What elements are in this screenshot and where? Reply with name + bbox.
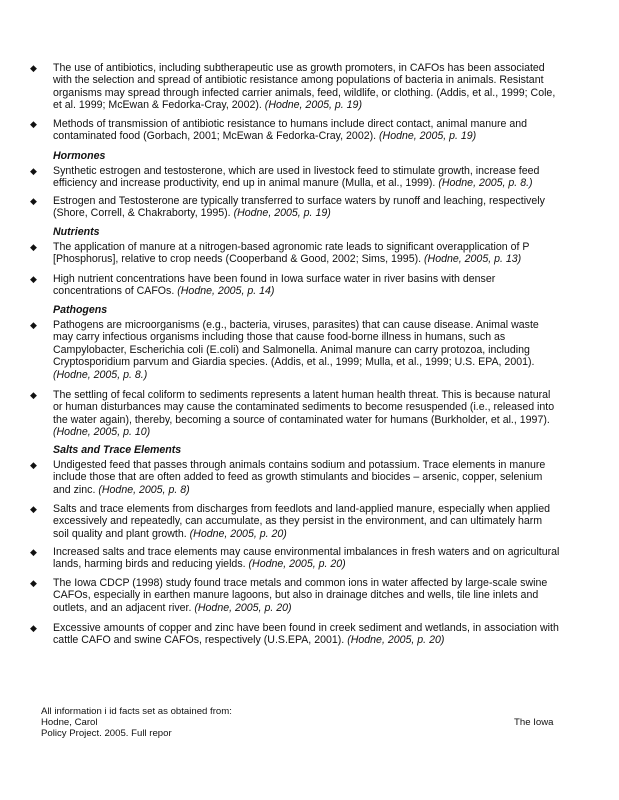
footer-source-line-2-right: The Iowa xyxy=(514,717,554,728)
bullet-item xyxy=(30,389,560,439)
bullet-text: Excessive amounts of copper and zinc have been found in creek sediment and wetlands, in association with cattle CAFO and swine CAFOs, respectively (U.S.EPA, 2001). (Hodne, 2005, p. 20) xyxy=(53,622,559,647)
bullet-icon: ◆ xyxy=(30,390,37,400)
bullet-icon: ◆ xyxy=(30,504,37,514)
bullet-item xyxy=(30,546,560,571)
bullet-icon: ◆ xyxy=(30,578,37,588)
bullet-item xyxy=(30,622,560,647)
bullet-text: Estrogen and Testosterone are typically transferred to surface waters by runoff and leaching, respectively (Shore, Correll, & Chakraborty, 1995). (Hodne, 2005, p. 19) xyxy=(53,195,545,220)
bullet-text: The application of manure at a nitrogen-based agronomic rate leads to significant overapplication of P [Phosphorus], relative to crop needs (Cooperband & Good, 2002; Sims, 1995). (Hodne, 2005, p. 13) xyxy=(53,241,530,266)
section-heading-nutrients: Nutrients xyxy=(53,226,100,238)
bullet-icon: ◆ xyxy=(30,63,37,73)
bullet-item xyxy=(30,165,560,190)
bullet-item xyxy=(30,503,560,540)
bullet-text: The use of antibiotics, including subtherapeutic use as growth promoters, in CAFOs has been associated with the selection and spread of antibiotic resistance among populations of bacteria in animals. Resistant organisms may spread through infected carrier animals, feed, wildlife, or clothing. (Addis, et al., 1999; Cole, et al. 1999; McEwan & Fedorka-Cray, 2002). (Hodne, 2005, p. 19) xyxy=(53,62,556,112)
section-heading-salts-and-trace-elements: Salts and Trace Elements xyxy=(53,444,182,456)
bullet-text: The settling of fecal coliform to sediments represents a latent human health threat. This is because natural or human disturbances may cause the contaminated sediments to become resuspended (i.e., released into the water again), thereby, becoming a source of contaminated water for humans (Burkholder, et al., 1997). (Hodne, 2005, p. 10) xyxy=(53,389,555,439)
bullet-text: High nutrient concentrations have been found in Iowa surface water in river basins with denser concentrations of CAFOs. (Hodne, 2005, p. 14) xyxy=(53,273,496,298)
bullet-icon: ◆ xyxy=(30,242,37,252)
bullet-text: Increased salts and trace elements may cause environmental imbalances in fresh waters and on agricultural lands, harming birds and reducing yields. (Hodne, 2005, p. 20) xyxy=(53,546,560,571)
bullet-icon: ◆ xyxy=(30,166,37,176)
footer-source-line-1: All information i id facts set as obtained from: xyxy=(41,706,232,717)
bullet-item xyxy=(30,118,560,143)
bullet-text: Methods of transmission of antibiotic resistance to humans include direct contact, animal manure and contaminated food (Gorbach, 2001; McEwan & Fedorka-Cray, 2002). (Hodne, 2005, p. 19) xyxy=(53,118,528,143)
bullet-item xyxy=(30,319,560,381)
bullet-item xyxy=(30,577,560,614)
bullet-icon: ◆ xyxy=(30,274,37,284)
section-heading-pathogens: Pathogens xyxy=(53,304,108,316)
bullet-text: Pathogens are microorganisms (e.g., bacteria, viruses, parasites) that can cause disease. Animal waste may carry infectious organisms including those that cause food-borne illness in humans, such as Campylobacter, Escherichia coli (E.coli) and Salmonella. Animal manure can carry protozoa, including Cryptosporidium parvum and Giardia species. (Addis, et al., 1999; Mulla, et al., 1999; U.S. EPA, 2001). (Hodne, 2005, p. 8.) xyxy=(53,319,539,381)
bullet-icon: ◆ xyxy=(30,320,37,330)
section-heading-hormones: Hormones xyxy=(53,150,106,162)
bullet-icon: ◆ xyxy=(30,460,37,470)
bullet-item xyxy=(30,195,560,220)
bullet-icon: ◆ xyxy=(30,623,37,633)
bullet-item xyxy=(30,273,560,298)
bullet-icon: ◆ xyxy=(30,547,37,557)
bullet-text: Salts and trace elements from discharges from feedlots and land-applied manure, especially when applied excessively and repeatedly, can accumulate, as they persist in the environment, and can ultimately harm soil quality and plant growth. (Hodne, 2005, p. 20) xyxy=(53,503,551,540)
bullet-icon: ◆ xyxy=(30,196,37,206)
footer-source-line-2: Hodne, Carol xyxy=(41,717,98,728)
bullet-text: Synthetic estrogen and testosterone, which are used in livestock feed to stimulate growth, increase feed efficiency and increase productivity, end up in animal manure (Mulla, et al., 1999). (Hodne, 2005, p. 8.) xyxy=(53,165,540,190)
bullet-item xyxy=(30,459,560,496)
bullet-text: The Iowa CDCP (1998) study found trace metals and common ions in water affected by large-scale swine CAFOs, especially in earthen manure lagoons, but also in drainage ditches and wells, tile line inlets and outlets, and an adjacent river. (Hodne, 2005, p. 20) xyxy=(53,577,548,614)
bullet-item xyxy=(30,62,560,112)
bullet-text: Undigested feed that passes through animals contains sodium and potassium. Trace elements in manure include those that are often added to feed as growth stimulants and biocides – arsenic, copper, selenium and zinc. (Hodne, 2005, p. 8) xyxy=(53,459,546,496)
footer-source-line-3: Policy Project. 2005. Full repor xyxy=(41,728,172,739)
bullet-icon: ◆ xyxy=(30,119,37,129)
bullet-item xyxy=(30,241,560,266)
